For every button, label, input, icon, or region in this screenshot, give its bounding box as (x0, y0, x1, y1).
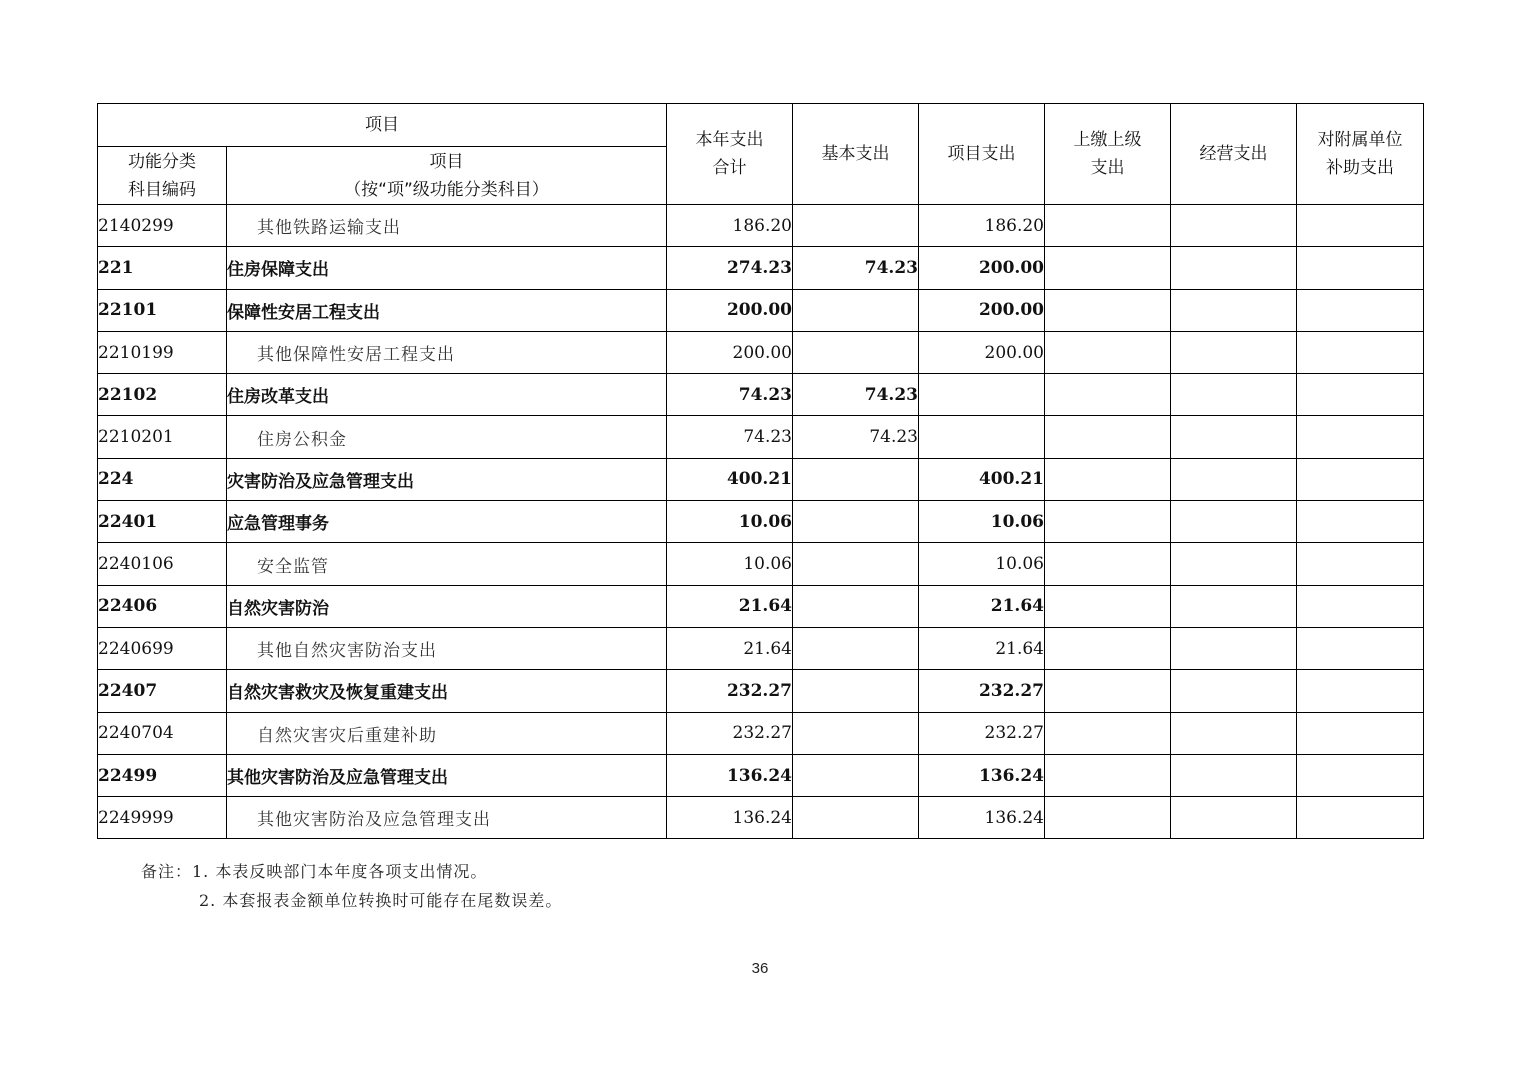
cell-code: 224 (98, 458, 227, 500)
cell-project (919, 416, 1045, 458)
header-upper-line2: 支出 (1090, 158, 1125, 178)
cell-basic (793, 205, 919, 247)
header-func-code (98, 147, 227, 205)
cell-upper (1045, 797, 1171, 839)
header-total (667, 104, 793, 205)
table-row (98, 331, 1424, 373)
cell-project: 21.64 (919, 585, 1045, 627)
header-item-line2: （按“项”级功能分类科目） (344, 179, 549, 200)
cell-basic (793, 627, 919, 669)
cell-operating (1171, 543, 1297, 585)
table-row (98, 416, 1424, 458)
table-row (98, 627, 1424, 669)
header-project-expense: 项目支出 (919, 104, 1045, 205)
cell-name: 其他自然灾害防治支出 (227, 627, 667, 669)
cell-code: 22102 (98, 374, 227, 416)
cell-upper (1045, 627, 1171, 669)
cell-upper (1045, 374, 1171, 416)
cell-code: 22401 (98, 501, 227, 543)
cell-code: 2240106 (98, 543, 227, 585)
header-total-line2: 合计 (712, 158, 747, 178)
cell-subsidiary (1297, 754, 1424, 796)
cell-total: 232.27 (667, 670, 793, 712)
cell-subsidiary (1297, 247, 1424, 289)
cell-project: 200.00 (919, 247, 1045, 289)
cell-project: 400.21 (919, 458, 1045, 500)
cell-subsidiary (1297, 627, 1424, 669)
cell-subsidiary (1297, 670, 1424, 712)
cell-total: 200.00 (667, 289, 793, 331)
note-line-2: 2. 本套报表金额单位转换时可能存在尾数误差。 (199, 891, 563, 910)
table-row (98, 543, 1424, 585)
table-row (98, 247, 1424, 289)
expenditure-table (97, 103, 1424, 839)
cell-subsidiary (1297, 458, 1424, 500)
cell-code: 2249999 (98, 797, 227, 839)
cell-code: 2210201 (98, 416, 227, 458)
cell-upper (1045, 205, 1171, 247)
table-row (98, 585, 1424, 627)
cell-name: 住房改革支出 (227, 374, 667, 416)
cell-project: 136.24 (919, 797, 1045, 839)
cell-total: 186.20 (667, 205, 793, 247)
cell-project: 200.00 (919, 331, 1045, 373)
cell-name: 灾害防治及应急管理支出 (227, 458, 667, 500)
cell-basic: 74.23 (793, 247, 919, 289)
cell-code: 22407 (98, 670, 227, 712)
cell-name: 应急管理事务 (227, 501, 667, 543)
cell-subsidiary (1297, 331, 1424, 373)
cell-basic (793, 754, 919, 796)
cell-project: 232.27 (919, 712, 1045, 754)
cell-subsidiary (1297, 416, 1424, 458)
cell-operating (1171, 670, 1297, 712)
cell-operating (1171, 501, 1297, 543)
cell-project: 10.06 (919, 543, 1045, 585)
cell-basic (793, 585, 919, 627)
cell-name: 自然灾害救灾及恢复重建支出 (227, 670, 667, 712)
cell-total: 21.64 (667, 627, 793, 669)
cell-total: 200.00 (667, 331, 793, 373)
cell-total: 10.06 (667, 543, 793, 585)
cell-name: 安全监管 (227, 543, 667, 585)
cell-project: 200.00 (919, 289, 1045, 331)
cell-operating (1171, 416, 1297, 458)
cell-code: 221 (98, 247, 227, 289)
cell-project: 186.20 (919, 205, 1045, 247)
header-project: 项目 (98, 104, 667, 147)
table-header (98, 104, 1424, 205)
cell-code: 22499 (98, 754, 227, 796)
cell-operating (1171, 797, 1297, 839)
header-subsidiary-line2: 补助支出 (1326, 158, 1394, 178)
header-upper-line1: 上缴上级 (1073, 130, 1142, 150)
cell-code: 22101 (98, 289, 227, 331)
cell-basic (793, 670, 919, 712)
cell-total: 136.24 (667, 797, 793, 839)
cell-basic (793, 712, 919, 754)
header-basic: 基本支出 (793, 104, 919, 205)
header-func-code-line1: 功能分类 (128, 151, 196, 172)
cell-basic (793, 797, 919, 839)
cell-upper (1045, 670, 1171, 712)
cell-basic (793, 289, 919, 331)
cell-basic (793, 501, 919, 543)
cell-total: 74.23 (667, 416, 793, 458)
cell-operating (1171, 247, 1297, 289)
cell-operating (1171, 627, 1297, 669)
cell-operating (1171, 205, 1297, 247)
cell-subsidiary (1297, 712, 1424, 754)
cell-basic: 74.23 (793, 374, 919, 416)
cell-subsidiary (1297, 289, 1424, 331)
header-subsidiary (1297, 104, 1424, 205)
cell-code: 2240699 (98, 627, 227, 669)
cell-operating (1171, 289, 1297, 331)
header-item (227, 147, 667, 205)
cell-code: 2210199 (98, 331, 227, 373)
cell-name: 保障性安居工程支出 (227, 289, 667, 331)
cell-basic (793, 543, 919, 585)
cell-upper (1045, 585, 1171, 627)
cell-name: 住房保障支出 (227, 247, 667, 289)
note-line-1: 备注：1. 本表反映部门本年度各项支出情况。 (141, 862, 488, 881)
cell-upper (1045, 543, 1171, 585)
cell-name: 其他保障性安居工程支出 (227, 331, 667, 373)
cell-upper (1045, 416, 1171, 458)
table-row (98, 501, 1424, 543)
cell-name: 自然灾害灾后重建补助 (227, 712, 667, 754)
cell-operating (1171, 754, 1297, 796)
cell-total: 74.23 (667, 374, 793, 416)
cell-total: 21.64 (667, 585, 793, 627)
cell-subsidiary (1297, 501, 1424, 543)
cell-operating (1171, 585, 1297, 627)
cell-total: 274.23 (667, 247, 793, 289)
cell-upper (1045, 331, 1171, 373)
page-number: 36 (751, 960, 769, 977)
cell-name: 其他灾害防治及应急管理支出 (227, 797, 667, 839)
cell-code: 2140299 (98, 205, 227, 247)
cell-upper (1045, 458, 1171, 500)
cell-total: 136.24 (667, 754, 793, 796)
cell-basic (793, 331, 919, 373)
cell-operating (1171, 331, 1297, 373)
cell-operating (1171, 374, 1297, 416)
cell-upper (1045, 247, 1171, 289)
cell-project (919, 374, 1045, 416)
header-subsidiary-line1: 对附属单位 (1317, 130, 1403, 150)
table-row (98, 289, 1424, 331)
cell-total: 10.06 (667, 501, 793, 543)
cell-upper (1045, 754, 1171, 796)
cell-name: 其他铁路运输支出 (227, 205, 667, 247)
cell-name: 其他灾害防治及应急管理支出 (227, 754, 667, 796)
table-row (98, 670, 1424, 712)
cell-basic: 74.23 (793, 416, 919, 458)
cell-project: 21.64 (919, 627, 1045, 669)
table-body (98, 205, 1424, 839)
cell-project: 136.24 (919, 754, 1045, 796)
cell-code: 22406 (98, 585, 227, 627)
cell-name: 住房公积金 (227, 416, 667, 458)
cell-name: 自然灾害防治 (227, 585, 667, 627)
cell-project: 232.27 (919, 670, 1045, 712)
cell-project: 10.06 (919, 501, 1045, 543)
table-row (98, 205, 1424, 247)
cell-subsidiary (1297, 374, 1424, 416)
cell-operating (1171, 458, 1297, 500)
cell-basic (793, 458, 919, 500)
cell-code: 2240704 (98, 712, 227, 754)
header-total-line1: 本年支出 (695, 130, 764, 150)
table-row (98, 458, 1424, 500)
cell-upper (1045, 501, 1171, 543)
cell-total: 400.21 (667, 458, 793, 500)
cell-subsidiary (1297, 797, 1424, 839)
notes (141, 857, 562, 915)
cell-upper (1045, 712, 1171, 754)
cell-subsidiary (1297, 585, 1424, 627)
header-func-code-line2: 科目编码 (128, 179, 196, 200)
cell-upper (1045, 289, 1171, 331)
table-row (98, 754, 1424, 796)
header-item-line1: 项目 (429, 151, 464, 172)
table-row (98, 797, 1424, 839)
header-operating: 经营支出 (1171, 104, 1297, 205)
table-row (98, 374, 1424, 416)
header-upper (1045, 104, 1171, 205)
table-row (98, 712, 1424, 754)
cell-subsidiary (1297, 205, 1424, 247)
cell-total: 232.27 (667, 712, 793, 754)
cell-operating (1171, 712, 1297, 754)
cell-subsidiary (1297, 543, 1424, 585)
